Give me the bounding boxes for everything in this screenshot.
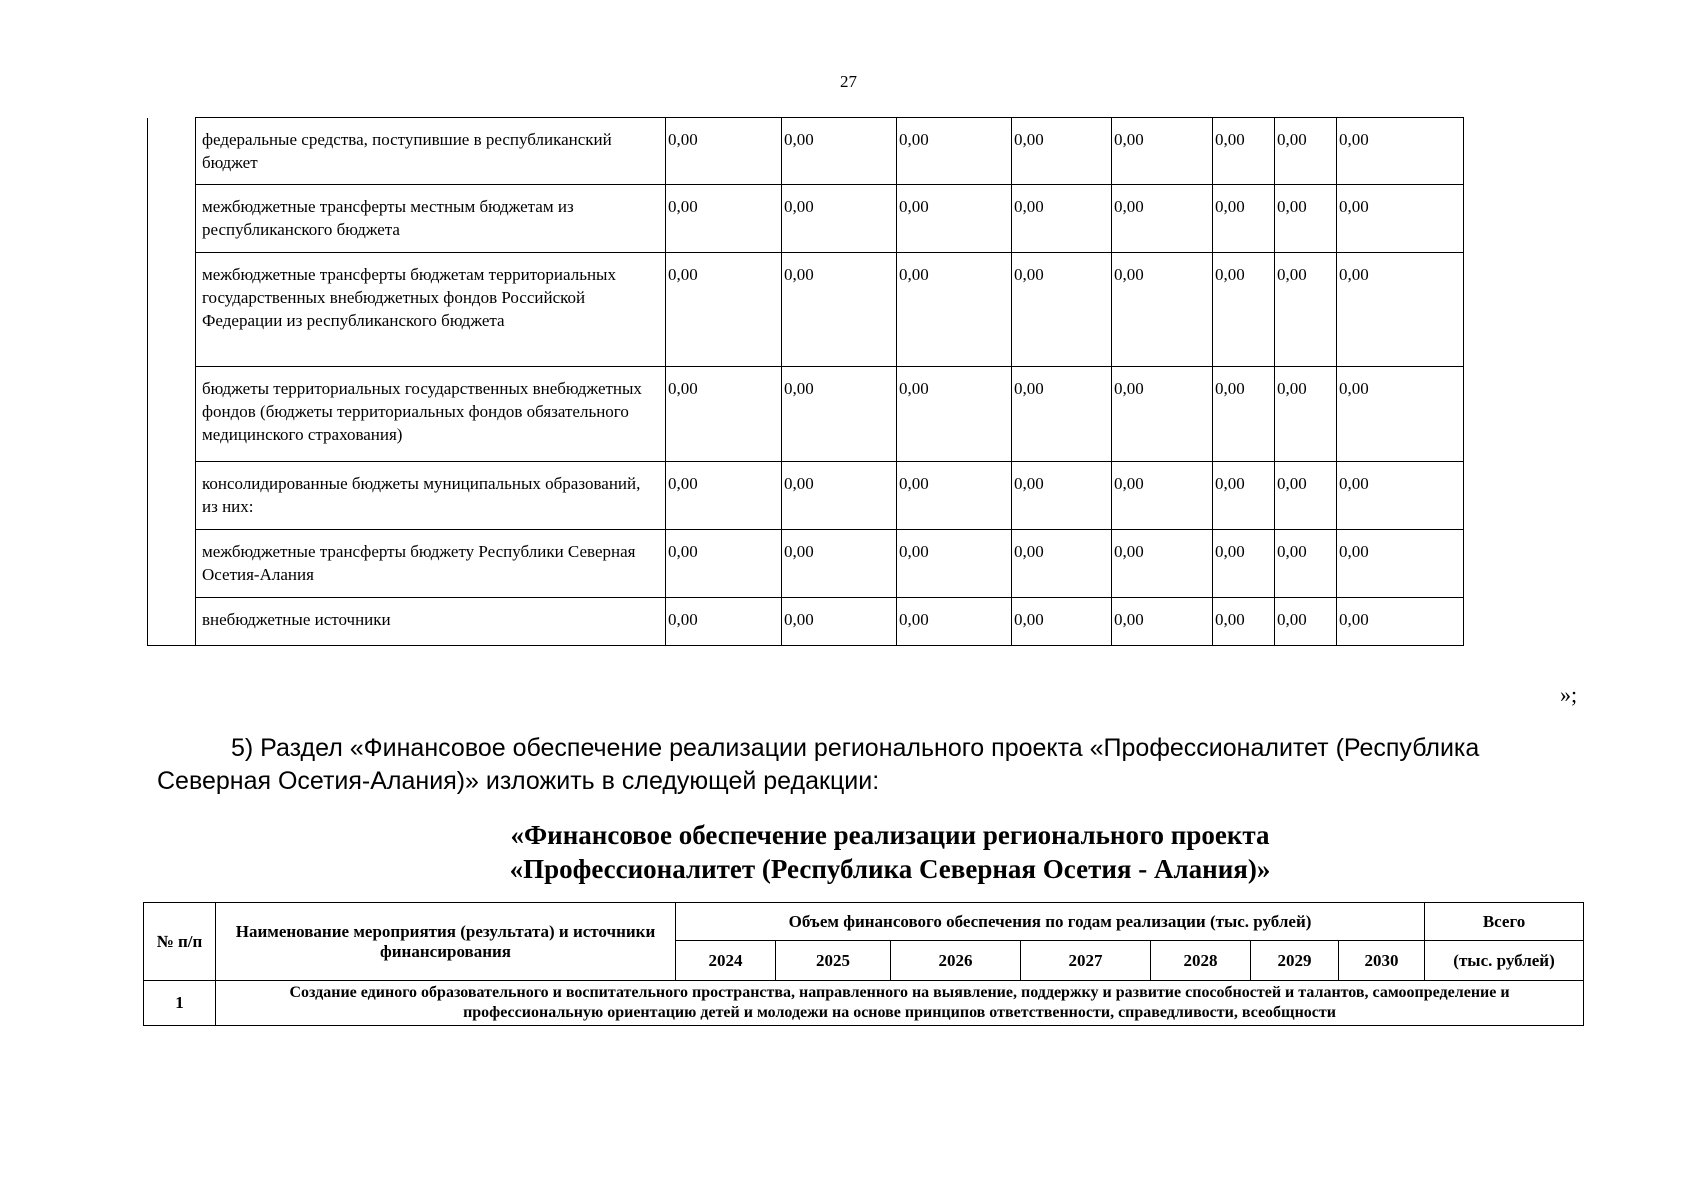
- value-cell: 0,00: [666, 462, 782, 530]
- value-cell: 0,00: [1112, 118, 1213, 185]
- value-cell: 0,00: [782, 598, 897, 646]
- header-total-unit: (тыс. рублей): [1425, 941, 1584, 981]
- header-name: Наименование мероприятия (результата) и источники финансирования: [216, 903, 676, 981]
- page-number: 27: [840, 72, 857, 91]
- value-cell: 0,00: [1213, 185, 1275, 253]
- value-cell: 0,00: [782, 253, 897, 367]
- value-cell: 0,00: [1213, 253, 1275, 367]
- source-label: межбюджетные трансферты бюджетам территориальных государственных внебюджетных фондов Российской Федерации из республиканского бюджета: [196, 253, 666, 367]
- value-cell: 0,00: [1112, 367, 1213, 462]
- section-title: [430, 818, 1350, 886]
- blank-cell: [148, 118, 196, 185]
- value-cell: 0,00: [1275, 118, 1337, 185]
- value-cell: 0,00: [897, 598, 1012, 646]
- amendment-paragraph-text: 5) Раздел «Финансовое обеспечение реализации регионального проекта «Профессионалитет (Республика Северная Осетия-Алания)» изложить в следующей редакции:: [157, 734, 1480, 795]
- value-cell: 0,00: [897, 530, 1012, 598]
- source-label: бюджеты территориальных государственных внебюджетных фондов (бюджеты территориальных фондов обязательного медицинского страхования): [196, 367, 666, 462]
- table-row: [148, 253, 1464, 367]
- section-title-line-2: «Профессионалитет (Республика Северная Осетия - Алания)»: [509, 854, 1271, 884]
- value-cell: 0,00: [1112, 253, 1213, 367]
- value-cell: 0,00: [897, 118, 1012, 185]
- value-cell: 0,00: [897, 185, 1012, 253]
- row-description: Создание единого образовательного и воспитательного пространства, направленного на выявление, поддержку и развитие способностей и талантов, самоопределение и профессиональную ориентацию детей и молодежи на основе принципов ответственности, справедливости, всеобщности: [216, 981, 1584, 1026]
- value-cell: 0,00: [1012, 530, 1112, 598]
- value-cell: 0,00: [1012, 118, 1112, 185]
- value-cell: 0,00: [782, 462, 897, 530]
- value-cell: 0,00: [1275, 598, 1337, 646]
- value-cell: 0,00: [1275, 530, 1337, 598]
- header-year: 2030: [1339, 941, 1425, 981]
- table-row: [148, 367, 1464, 462]
- row-number: 1: [144, 981, 216, 1026]
- blank-cell: [148, 598, 196, 646]
- financing-table: [143, 902, 1584, 1026]
- value-cell: 0,00: [1213, 530, 1275, 598]
- value-cell: 0,00: [666, 185, 782, 253]
- value-cell: 0,00: [1337, 598, 1464, 646]
- value-cell: 0,00: [666, 367, 782, 462]
- source-label: межбюджетные трансферты бюджету Республики Северная Осетия-Алания: [196, 530, 666, 598]
- value-cell: 0,00: [1337, 530, 1464, 598]
- value-cell: 0,00: [666, 118, 782, 185]
- value-cell: 0,00: [782, 367, 897, 462]
- value-cell: 0,00: [1012, 253, 1112, 367]
- value-cell: 0,00: [1213, 598, 1275, 646]
- value-cell: 0,00: [1012, 462, 1112, 530]
- value-cell: 0,00: [1275, 185, 1337, 253]
- value-cell: 0,00: [666, 253, 782, 367]
- value-cell: 0,00: [1012, 598, 1112, 646]
- value-cell: 0,00: [897, 367, 1012, 462]
- value-cell: 0,00: [1213, 367, 1275, 462]
- value-cell: 0,00: [1337, 367, 1464, 462]
- table-row: [148, 530, 1464, 598]
- funding-sources-table: [147, 117, 1464, 646]
- blank-cell: [148, 367, 196, 462]
- header-volume: Объем финансового обеспечения по годам реализации (тыс. рублей): [676, 903, 1425, 941]
- header-year: 2025: [776, 941, 891, 981]
- value-cell: 0,00: [1213, 118, 1275, 185]
- value-cell: 0,00: [782, 530, 897, 598]
- table-row: [148, 462, 1464, 530]
- value-cell: 0,00: [782, 118, 897, 185]
- table-row: [148, 118, 1464, 185]
- value-cell: 0,00: [1112, 530, 1213, 598]
- value-cell: 0,00: [1337, 185, 1464, 253]
- value-cell: 0,00: [1275, 253, 1337, 367]
- header-year: 2027: [1021, 941, 1151, 981]
- amendment-paragraph: [157, 732, 1527, 798]
- closing-quote: »;: [1560, 682, 1578, 707]
- value-cell: 0,00: [1275, 462, 1337, 530]
- value-cell: 0,00: [1275, 367, 1337, 462]
- blank-cell: [148, 185, 196, 253]
- value-cell: 0,00: [1112, 462, 1213, 530]
- value-cell: 0,00: [1337, 118, 1464, 185]
- value-cell: 0,00: [666, 530, 782, 598]
- value-cell: 0,00: [1112, 598, 1213, 646]
- source-label: федеральные средства, поступившие в республиканский бюджет: [196, 118, 666, 185]
- value-cell: 0,00: [1012, 185, 1112, 253]
- section-title-line-1: «Финансовое обеспечение реализации регионального проекта: [510, 820, 1270, 850]
- blank-cell: [148, 253, 196, 367]
- value-cell: 0,00: [782, 185, 897, 253]
- value-cell: 0,00: [1012, 367, 1112, 462]
- blank-cell: [148, 462, 196, 530]
- value-cell: 0,00: [897, 462, 1012, 530]
- value-cell: 0,00: [1112, 185, 1213, 253]
- header-year: 2024: [676, 941, 776, 981]
- value-cell: 0,00: [1337, 462, 1464, 530]
- table-row: [148, 185, 1464, 253]
- header-year: 2029: [1251, 941, 1339, 981]
- value-cell: 0,00: [666, 598, 782, 646]
- source-label: межбюджетные трансферты местным бюджетам из республиканского бюджета: [196, 185, 666, 253]
- header-year: 2026: [891, 941, 1021, 981]
- source-label: внебюджетные источники: [196, 598, 666, 646]
- header-year: 2028: [1151, 941, 1251, 981]
- blank-cell: [148, 530, 196, 598]
- value-cell: 0,00: [1213, 462, 1275, 530]
- value-cell: 0,00: [897, 253, 1012, 367]
- source-label: консолидированные бюджеты муниципальных образований, из них:: [196, 462, 666, 530]
- table-row: [148, 598, 1464, 646]
- header-total: Всего: [1425, 903, 1584, 941]
- header-num: № п/п: [144, 903, 216, 981]
- value-cell: 0,00: [1337, 253, 1464, 367]
